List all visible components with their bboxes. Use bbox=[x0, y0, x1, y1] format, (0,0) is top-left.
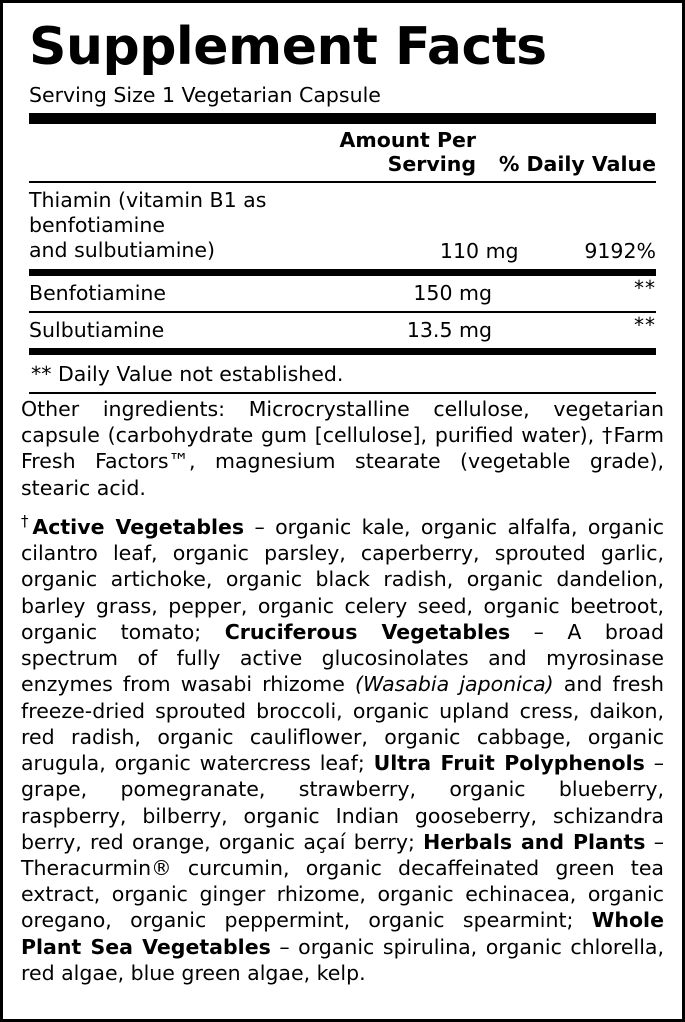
table-row bbox=[29, 313, 656, 348]
table-row bbox=[29, 183, 656, 269]
farm-fresh-factors-paragraph bbox=[21, 514, 664, 986]
other-ingredients-label: Other ingredients: bbox=[21, 397, 226, 421]
divider-medium-2 bbox=[29, 348, 656, 355]
group-body-herbals-and-plants: – Theracurmin® curcumin, organic decaffeinated green tea extract, organic ginger rhizome, organic echinacea, organic oregano, organic peppermint, organic spearmint; bbox=[21, 829, 664, 933]
spacer bbox=[19, 501, 666, 514]
other-ingredients-text: Microcrystalline cellulose, vegetarian capsule (carbohydrate gum [cellulose], purified water), †Farm Fresh Factors™, magnesium stearate (vegetable grade), stearic acid. bbox=[21, 397, 664, 500]
group-heading-cruciferous-vegetables: Cruciferous Vegetables bbox=[224, 619, 511, 644]
header-amount-per-serving: Amount Per Serving bbox=[339, 128, 476, 176]
divider-thick-top bbox=[29, 113, 656, 124]
nutrient-name-line1: Thiamin (vitamin B1 as benfotiamine bbox=[29, 188, 267, 237]
other-ingredients-paragraph bbox=[21, 394, 664, 501]
table-header-row bbox=[29, 124, 656, 181]
page-title: Supplement Facts bbox=[29, 17, 547, 77]
group-body-whole-plant-sea-vegetables: – organic spirulina, organic chlorella, red algae, blue green algae, kelp. bbox=[21, 934, 664, 985]
nutrient-name bbox=[29, 188, 352, 263]
botanical-name-wasabia-japonica: (Wasabia japonica) bbox=[354, 672, 554, 697]
group-body-cruciferous-pre: – A broad spectrum of fully active glucosinolates and myrosinase enzymes from wasabi rhizome bbox=[21, 619, 664, 697]
nutrient-daily-value bbox=[496, 276, 656, 305]
group-heading-ultra-fruit-polyphenols: Ultra Fruit Polyphenols bbox=[373, 751, 645, 776]
group-body-active-vegetables: – organic kale, organic alfalfa, organic cilantro leaf, organic parsley, caperberry, sprouted garlic, organic artichoke, organic black radish, organic dandelion, barley grass, pepper, organic celery seed, organic beetroot, organic tomato; bbox=[21, 514, 664, 644]
dagger-symbol: † bbox=[21, 512, 33, 531]
nutrient-name: Sulbutiamine bbox=[29, 318, 165, 342]
nutrient-daily-value: 9192% bbox=[584, 239, 656, 263]
nutrient-daily-value bbox=[496, 313, 656, 342]
nutrient-daily-value-text: ** bbox=[634, 313, 656, 337]
nutrient-amount: 13.5 mg bbox=[406, 318, 492, 342]
table-row bbox=[29, 276, 656, 311]
nutrient-name: Benfotiamine bbox=[29, 281, 166, 305]
nutrient-daily-value-text: ** bbox=[634, 276, 656, 300]
group-heading-whole-plant-sea-vegetables: Whole Plant Sea Vegetables bbox=[21, 908, 664, 959]
group-body-cruciferous-post: and fresh freeze-dried sprouted broccoli, organic upland cress, daikon, red radish, organic cauliflower, organic cabbage, organic arugula, organic watercress leaf; bbox=[21, 672, 664, 776]
serving-size-text: Serving Size 1 Vegetarian Capsule bbox=[29, 83, 381, 107]
group-body-ultra-fruit-polyphenols: – grape, pomegranate, strawberry, organic blueberry, raspberry, bilberry, organic Indian gooseberry, schizandra berry, red orange, organic açaí berry; bbox=[21, 751, 664, 854]
group-heading-herbals-and-plants: Herbals and Plants bbox=[423, 829, 646, 854]
header-daily-value: % Daily Value bbox=[498, 152, 656, 176]
nutrient-name-line2: and sulbutiamine) bbox=[29, 238, 216, 262]
footnote-daily-value: ** Daily Value not established. bbox=[31, 362, 344, 386]
group-heading-active-vegetables: Active Vegetables bbox=[32, 514, 245, 539]
nutrient-amount: 150 mg bbox=[413, 281, 492, 305]
nutrient-amount: 110 mg bbox=[439, 239, 519, 263]
divider-medium-1 bbox=[29, 269, 656, 276]
